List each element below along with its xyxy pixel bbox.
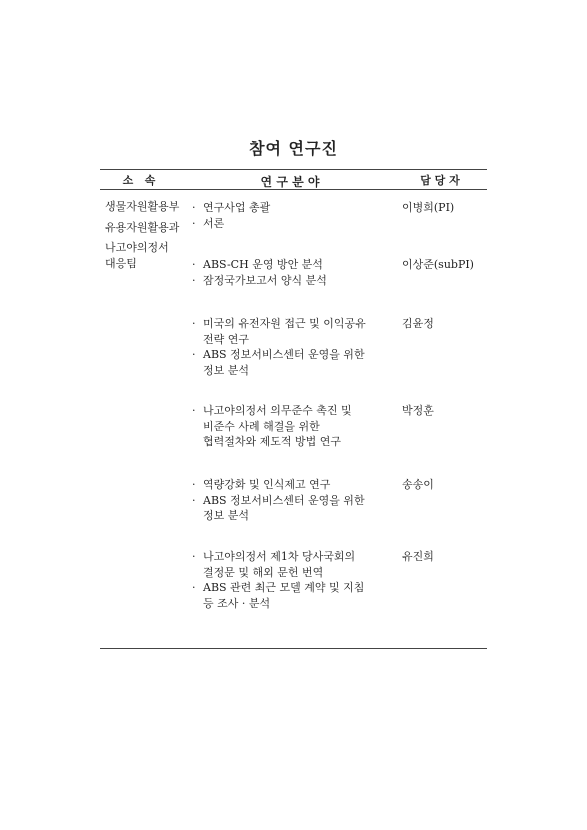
research-field-entry <box>192 257 397 288</box>
affiliation-team <box>105 240 169 272</box>
bullet: · <box>192 348 196 361</box>
affiliation-line: 나고야의정서 <box>105 241 169 254</box>
research-field-entry <box>192 477 397 524</box>
research-item <box>192 200 397 216</box>
research-item <box>192 257 397 273</box>
affiliation-line: 대응팀 <box>105 257 137 270</box>
bullet: · <box>192 581 196 594</box>
research-item <box>192 347 397 378</box>
affiliation-line: 생물자원활용부 <box>105 200 180 213</box>
item-line: 나고야의정서 제1차 당사국회의 <box>203 550 356 563</box>
item-line: ABS 관련 최근 모델 계약 및 지침 <box>203 581 365 594</box>
item-line: 잠정국가보고서 양식 분석 <box>203 273 327 287</box>
table-bottom-rule <box>100 648 487 649</box>
item-line: ABS 정보서비스센터 운영을 위한 <box>203 493 365 507</box>
research-item <box>192 403 397 450</box>
item-line: 등 조사 · 분석 <box>203 596 271 610</box>
person-in-charge: 송송이 <box>402 478 434 491</box>
table-top-rule <box>100 169 487 170</box>
bullet: · <box>192 201 196 214</box>
research-field-entry <box>192 316 397 378</box>
table-header-rule <box>100 189 487 190</box>
research-item <box>192 477 397 493</box>
item-line: 협력절차와 제도적 방법 연구 <box>203 435 342 448</box>
bullet: · <box>192 550 196 563</box>
page-title: 참여 연구진 <box>249 139 338 158</box>
person-in-charge: 박정훈 <box>402 404 434 417</box>
person-in-charge: 이병희(PI) <box>402 201 455 214</box>
bullet: · <box>192 493 196 507</box>
item-line: 역량강화 및 인식제고 연구 <box>203 478 331 491</box>
affiliation-department <box>105 199 179 236</box>
research-field-entry <box>192 200 397 231</box>
item-line: 미국의 유전자원 접근 및 이익공유 <box>203 317 366 330</box>
research-item <box>192 549 397 580</box>
item-line: 나고야의정서 의무준수 촉진 및 <box>203 404 352 417</box>
bullet: · <box>192 273 196 287</box>
item-line: 서론 <box>203 216 225 230</box>
research-field-entry <box>192 403 397 450</box>
header-research-field: 연 구 분 야 <box>260 175 320 189</box>
person-in-charge: 이상준(subPI) <box>402 258 474 271</box>
header-affiliation: 소 속 <box>122 174 156 187</box>
bullet: · <box>192 404 196 417</box>
item-line: 정보 분석 <box>203 509 250 522</box>
research-item <box>192 216 397 232</box>
bullet: · <box>192 216 196 230</box>
research-item <box>192 273 397 289</box>
item-line: 전략 연구 <box>203 332 250 346</box>
person-in-charge: 김윤정 <box>402 317 434 330</box>
header-person-in-charge: 담 당 자 <box>420 174 460 187</box>
research-item <box>192 580 397 611</box>
bullet: · <box>192 258 196 271</box>
bullet: · <box>192 478 196 491</box>
item-line: 비준수 사례 해결을 위한 <box>203 419 320 433</box>
item-line: ABS 정보서비스센터 운영을 위한 <box>203 348 365 361</box>
item-line: ABS-CH 운영 방안 분석 <box>203 258 323 271</box>
research-item <box>192 316 397 347</box>
research-item <box>192 493 397 524</box>
affiliation-line: 유용자원활용과 <box>105 221 180 234</box>
item-line: 정보 분석 <box>203 363 250 377</box>
person-in-charge: 유진희 <box>402 550 434 563</box>
bullet: · <box>192 317 196 330</box>
research-field-entry <box>192 549 397 611</box>
item-line: 연구사업 총괄 <box>203 201 271 214</box>
item-line: 결정문 및 해외 문헌 번역 <box>203 565 324 579</box>
